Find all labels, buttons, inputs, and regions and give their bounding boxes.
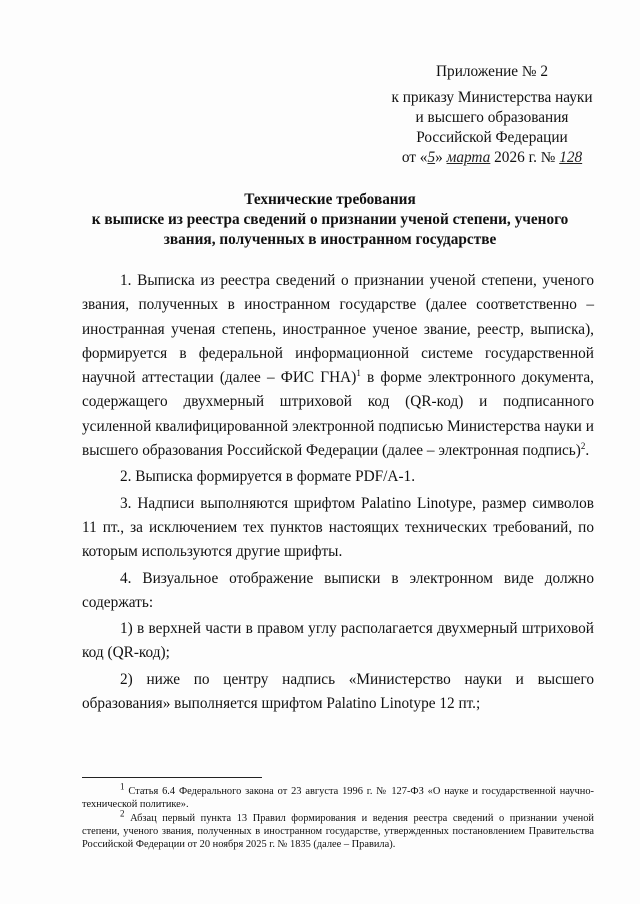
date-month-handwritten: марта [446, 149, 491, 166]
date-prefix: от « [401, 149, 428, 166]
paragraph-1 [82, 269, 594, 463]
footnote-ref-1: 1 [356, 368, 361, 379]
annex-ministry-line3: Российской Федерации [416, 129, 568, 146]
footnote-1-text: Статья 6.4 Федерального закона от 23 августа 1996 г. № 127-ФЗ «О науке и государственной научно-технической политике». [82, 786, 594, 811]
paragraph-4-item-2: 2) ниже по центру надпись «Министерство науки и высшего образования» выполняется шрифтом Palatino Linotype 12 пт.; [82, 670, 594, 713]
footnote-2-mark: 2 [120, 808, 125, 819]
paragraph-2: 2. Выписка формируется в формате PDF/A-1. [120, 468, 416, 486]
paragraph-4: 4. Визуальное отображение выписки в электронном виде должно содержать: [82, 569, 594, 611]
paragraph-1-part2: в форме электронного документа, содержащего двухмерный штриховой код (QR-код) и подписанного усиленной квалифицированной электронной подписью Министерства науки и высшего образования Российской Федерации (далее – электронная подпись) [82, 369, 595, 460]
title-line-1: Технические требования [244, 191, 416, 208]
document-title [70, 190, 590, 250]
paragraph-1-part1: 1. Выписка из реестра сведений о признании ученой степени, ученого звания, полученных в иностранном государстве (далее соответственно – иностранная ученая степень, иностранное ученое звание, реестр, выписка), формируется в федеральной информационной системе государственной научной аттестации (далее – ФИС ГНА) [82, 272, 594, 387]
footnote-1-mark: 1 [120, 781, 125, 792]
date-day-handwritten: 5 [427, 149, 436, 166]
footnote-2-text: Абзац первый пункта 13 Правил формирования и ведения реестра сведений о признании ученой степени, ученого звания, полученных в иностранном государстве, утвержденных постановлением Правительства Российской Федерации от 20 ноября 2025 г. № 1835 (далее – Правила). [82, 812, 594, 851]
paragraph-3: 3. Надписи выполняются шрифтом Palatino Linotype, размер символов 11 пт., за исключением тех пунктов настоящих технических требований, по которым используются другие шрифты. [82, 494, 594, 561]
footnote-separator [82, 777, 262, 778]
order-number-handwritten: 128 [559, 149, 583, 166]
date-year: 2026 г. № [494, 149, 556, 166]
paragraph-1-end: . [585, 442, 590, 460]
footnote-1 [82, 781, 594, 812]
title-line-2: к выписке из реестра сведений о признании ученой степени, ученого [91, 211, 569, 228]
footnote-ref-2: 2 [580, 440, 586, 451]
annex-header [372, 62, 612, 168]
annex-date-line [372, 148, 612, 168]
date-mid: » [435, 149, 443, 166]
document-body [82, 269, 594, 716]
annex-ministry-line2: и высшего образования [415, 109, 569, 126]
paragraph-4-item-1: 1) в верхней части в правом углу располагается двухмерный штриховой код (QR-код); [82, 620, 594, 662]
footnote-2 [82, 808, 594, 852]
annex-order-line: к приказу Министерства науки [391, 89, 593, 106]
footnotes [82, 781, 594, 851]
annex-title: Приложение № 2 [436, 63, 548, 80]
title-line-3: звания, полученных в иностранном государстве [163, 231, 497, 248]
